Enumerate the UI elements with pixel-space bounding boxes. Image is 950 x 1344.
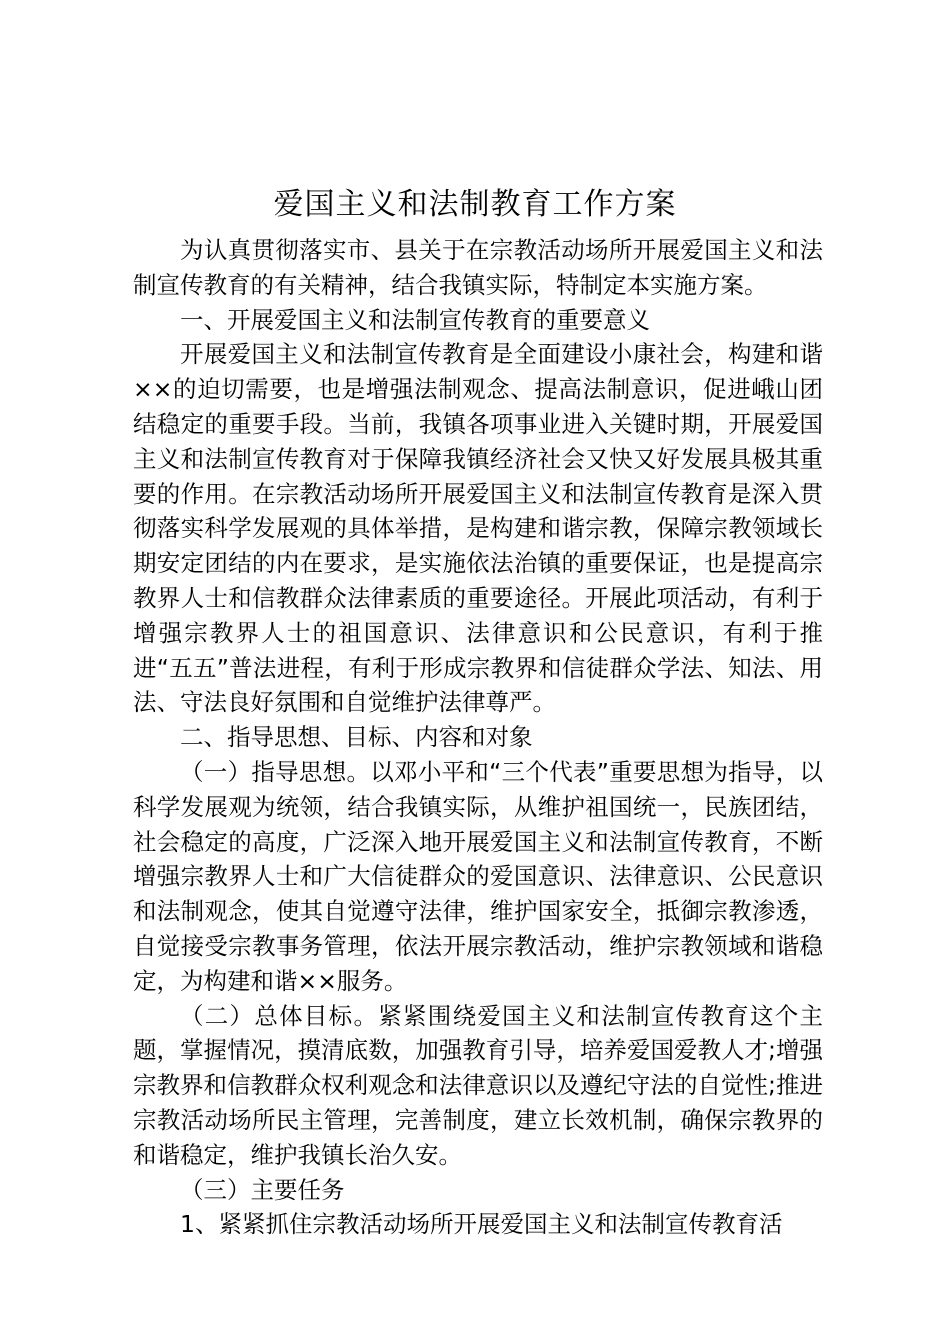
paragraph-significance: 开展爱国主义和法制宣传教育是全面建设小康社会，构建和谐××的迫切需要，也是增强法制观念、提高法制意识，促进峨山团结稳定的重要手段。当前，我镇各项事业进入关键时期，开展爱国主义和法制宣传教育对于保障我镇经济社会又快又好发展具极其重要的作用。在宗教活动场所开展爱国主义和法制宣传教育是深入贯彻落实科学发展观的具体举措，是构建和谐宗教，保障宗教领域长期安定团结的内在要求，是实施依法治镇的重要保证，也是提高宗教界人士和信教群众法律素质的重要途径。开展此项活动，有利于增强宗教界人士的祖国意识、法律意识和公民意识，有利于推进“五五”普法进程，有利于形成宗教界和信徒群众学法、知法、用法、守法良好氛围和自觉维护法律尊严。 bbox=[133, 340, 823, 717]
paragraph-overall-goal: （二）总体目标。紧紧围绕爱国主义和法制宣传教育这个主题，掌握情况，摸清底数，加强教育引导，培养爱国爱教人才;增强宗教界和信教群众权利观念和法律意识以及遵纪守法的自觉性;推进宗教活动场所民主管理，完善制度，建立长效机制，确保宗教界的和谐稳定，维护我镇长治久安。 bbox=[133, 1001, 823, 1169]
document-title: 爱国主义和法制教育工作方案 bbox=[273, 187, 677, 222]
paragraph-task-1: 1、紧紧抓住宗教活动场所开展爱国主义和法制宣传教育活 bbox=[180, 1210, 783, 1239]
paragraph-guiding-thought: （一）指导思想。以邓小平和“三个代表”重要思想为指导，以科学发展观为统领，结合我镇实际，从维护祖国统一，民族团结，社会稳定的高度，广泛深入地开展爱国主义和法制宣传教育，不断增强宗教界人士和广大信徒群众的爱国意识、法律意识、公民意识和法制观念，使其自觉遵守法律，维护国家安全，抵御宗教渗透，自觉接受宗教事务管理，依法开展宗教活动，维护宗教领域和谐稳定，为构建和谐××服务。 bbox=[133, 757, 823, 995]
paragraph-intro: 为认真贯彻落实市、县关于在宗教活动场所开展爱国主义和法制宣传教育的有关精神，结合我镇实际，特制定本实施方案。 bbox=[133, 236, 823, 299]
document-body bbox=[133, 233, 823, 1242]
heading-section-2: 二、指导思想、目标、内容和对象 bbox=[180, 723, 533, 752]
heading-main-tasks: （三）主要任务 bbox=[180, 1175, 345, 1204]
heading-section-1: 一、开展爱国主义和法制宣传教育的重要意义 bbox=[180, 305, 650, 334]
